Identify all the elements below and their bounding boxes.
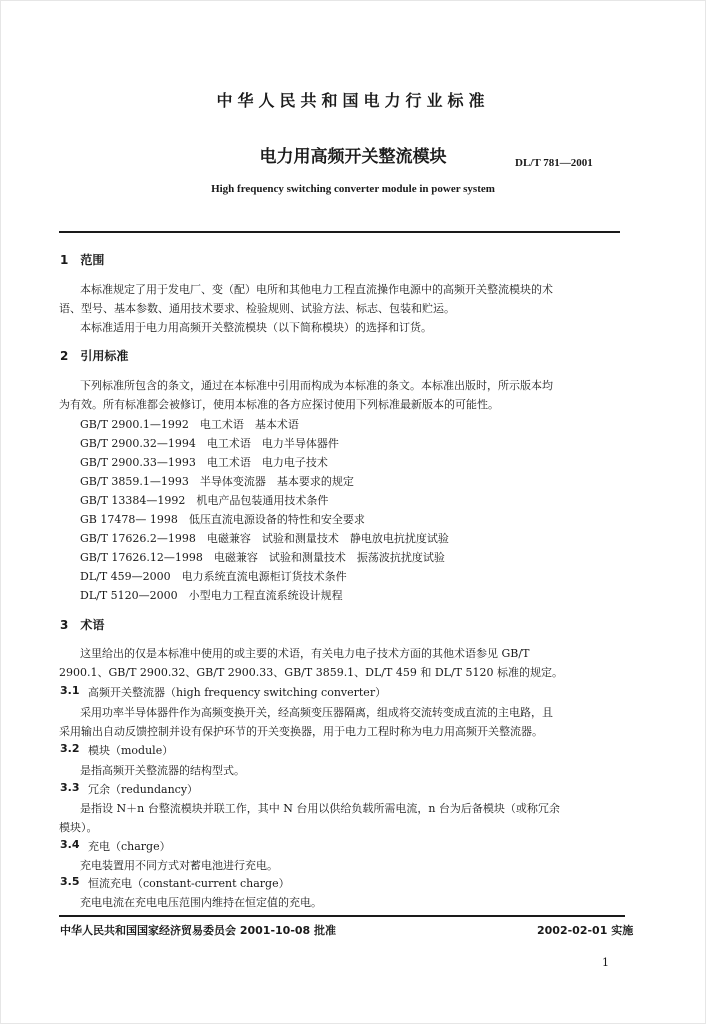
standard-category: 中华人民共和国电力行业标准 bbox=[216, 91, 490, 110]
section-3-heading: 3 术语 bbox=[60, 618, 105, 632]
english-title: High frequency switching converter module in power system bbox=[211, 183, 495, 195]
section-2-heading: 2 引用标准 bbox=[60, 349, 129, 363]
reference-item: DL/T 459—2000 电力系统直流电源柜订货技术条件 bbox=[80, 570, 347, 583]
section-2-paragraph-cont: 为有效。所有标准都会被修订，使用本标准的各方应探讨使用下列标准最新版本的可能性。 bbox=[59, 398, 499, 411]
term-definition-cont: 模块）。 bbox=[59, 821, 98, 834]
term-number: 3.3 bbox=[60, 781, 80, 794]
section-1-scope: 本标准适用于电力用高频开关整流模块（以下简称模块）的选择和订货。 bbox=[80, 321, 432, 334]
term-title: 冗余（redundancy） bbox=[88, 783, 199, 796]
document-title: 电力用高频开关整流模块 bbox=[259, 147, 447, 167]
term-title: 模块（module） bbox=[88, 744, 174, 757]
implementation-date: 2002-02-01 实施 bbox=[537, 924, 634, 937]
term-number: 3.1 bbox=[60, 684, 80, 697]
reference-item: GB 17478— 1998 低压直流电源设备的特性和安全要求 bbox=[80, 513, 365, 526]
reference-item: GB/T 17626.12—1998 电磁兼容 试验和测量技术 振荡波抗扰度试验 bbox=[80, 551, 445, 564]
section-1-paragraph-cont: 语、型号、基本参数、通用技术要求、检验规则、试验方法、标志、包装和贮运。 bbox=[59, 302, 455, 315]
term-definition-cont: 采用输出自动反馈控制并设有保护环节的开关变换器，用于电力工程时称为电力用高频开关整流器。 bbox=[59, 725, 543, 738]
reference-item: GB/T 3859.1—1993 半导体变流器 基本要求的规定 bbox=[80, 475, 354, 488]
issuer-approval: 中华人民共和国国家经济贸易委员会 2001-10-08 批准 bbox=[60, 924, 337, 937]
section-3-paragraph-cont: 2900.1、GB/T 2900.32、GB/T 2900.33、GB/T 3859.1、DL/T 459 和 DL/T 5120 标准的规定。 bbox=[59, 666, 563, 679]
section-2-paragraph: 下列标准所包含的条文，通过在本标准中引用而构成为本标准的条文。本标准出版时，所示版本均 bbox=[80, 379, 553, 392]
section-1-paragraph: 本标准规定了用于发电厂、变（配）电所和其他电力工程直流操作电源中的高频开关整流模块的术 bbox=[80, 283, 553, 296]
term-number: 3.2 bbox=[60, 742, 80, 755]
standard-code: DL/T 781—2001 bbox=[515, 157, 593, 169]
term-definition: 充电电流在充电电压范围内维持在恒定值的充电。 bbox=[80, 896, 322, 909]
term-definition: 采用功率半导体器件作为高频变换开关，经高频变压器隔离，组成将交流转变成直流的主电路，且 bbox=[80, 706, 553, 719]
reference-item: GB/T 17626.2—1998 电磁兼容 试验和测量技术 静电放电抗扰度试验 bbox=[80, 532, 449, 545]
footer-divider bbox=[59, 915, 625, 917]
reference-item: GB/T 2900.33—1993 电工术语 电力电子技术 bbox=[80, 456, 328, 469]
reference-item: GB/T 2900.1—1992 电工术语 基本术语 bbox=[80, 418, 299, 431]
term-title: 恒流充电（constant-current charge） bbox=[88, 877, 290, 890]
term-definition: 是指设 N＋n 台整流模块并联工作，其中 N 台用以供给负载所需电流，n 台为后备模块（或称冗余 bbox=[80, 802, 560, 815]
term-title: 充电（charge） bbox=[88, 840, 171, 853]
term-number: 3.5 bbox=[60, 875, 80, 888]
header-divider bbox=[59, 231, 620, 233]
term-definition: 充电装置用不同方式对蓄电池进行充电。 bbox=[80, 859, 278, 872]
term-definition: 是指高频开关整流器的结构型式。 bbox=[80, 764, 245, 777]
term-title: 高频开关整流器（high frequency switching converter） bbox=[88, 686, 387, 699]
reference-item: DL/T 5120—2000 小型电力工程直流系统设计规程 bbox=[80, 589, 343, 602]
reference-item: GB/T 13384—1992 机电产品包装通用技术条件 bbox=[80, 494, 329, 507]
reference-item: GB/T 2900.32—1994 电工术语 电力半导体器件 bbox=[80, 437, 339, 450]
page-number: 1 bbox=[602, 956, 609, 969]
term-number: 3.4 bbox=[60, 838, 80, 851]
section-3-paragraph: 这里给出的仅是本标准中使用的或主要的术语，有关电力电子技术方面的其他术语参见 GB/T bbox=[80, 647, 530, 660]
section-1-heading: 1 范围 bbox=[60, 253, 105, 267]
